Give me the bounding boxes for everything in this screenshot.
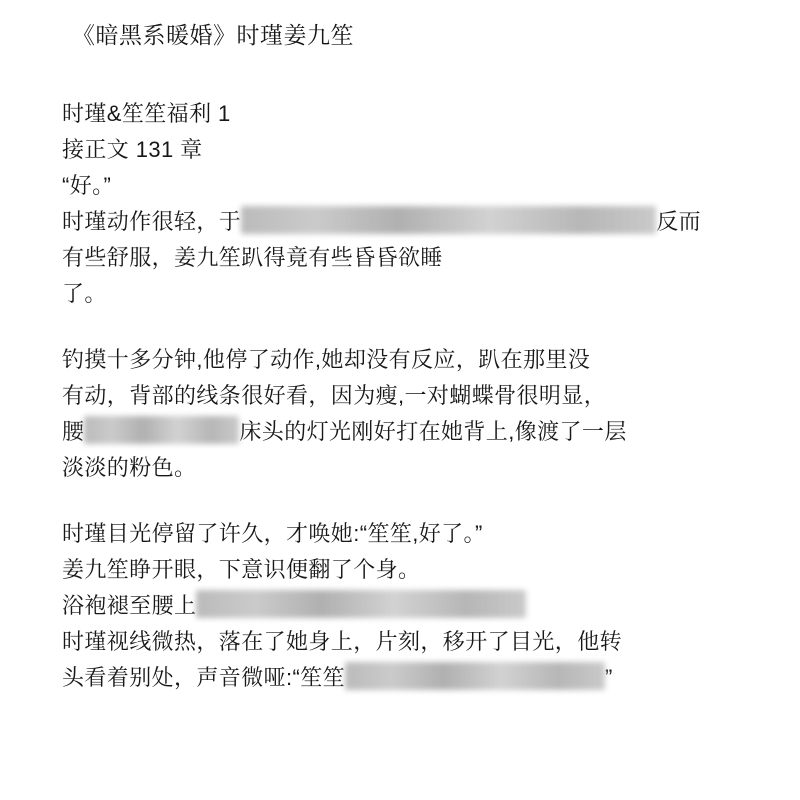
line-text: 有些舒服，姜九笙趴得竟有些昏昏欲睡 — [62, 245, 443, 270]
paragraph-2 — [62, 342, 760, 486]
text-line — [62, 552, 760, 588]
redacted-text-block — [241, 206, 656, 234]
line-text: 反而 — [656, 209, 702, 234]
line-text: 有动，背部的线条很好看，因为瘦,一对蝴蝶骨很明显， — [62, 383, 607, 408]
text-line — [62, 516, 760, 552]
text-line — [62, 342, 760, 378]
text-line-redacted — [62, 588, 760, 624]
text-line — [62, 276, 760, 312]
paragraph-1 — [62, 96, 760, 312]
line-text: 腰 — [62, 419, 85, 444]
line-text: 接正文 131 章 — [62, 137, 203, 162]
text-line — [62, 96, 760, 132]
text-line — [62, 378, 760, 414]
line-text: 姜九笙睁开眼，下意识便翻了个身。 — [62, 557, 421, 582]
spacer — [62, 52, 760, 96]
redacted-text-block — [196, 590, 526, 618]
line-text: 时瑾动作很轻，于 — [62, 209, 242, 234]
line-text: 床头的灯光刚好打在她背上,像渡了一层 — [239, 419, 627, 444]
text-line — [62, 624, 760, 660]
line-text: 浴袍褪至腰上 — [62, 593, 197, 618]
page-bottom-edge — [0, 794, 800, 800]
line-text: 头看着别处，声音微哑:“笙笙 — [62, 665, 346, 690]
line-text: 了。 — [62, 281, 107, 306]
line-text: 时瑾目光停留了许久，才唤她:“笙笙,好了。” — [62, 521, 483, 546]
spacer — [62, 486, 760, 516]
line-text: ” — [605, 665, 613, 690]
redacted-text-block — [345, 662, 605, 690]
spacer — [62, 312, 760, 342]
line-text: “好。” — [62, 173, 112, 198]
redacted-text-block — [84, 416, 239, 444]
line-text: 时瑾&笙笙福利 1 — [62, 101, 231, 126]
text-line-redacted — [62, 660, 760, 696]
page-title: 《暗黑系暖婚》时瑾姜九笙 — [72, 22, 354, 48]
text-line-redacted — [62, 204, 760, 240]
line-text: 淡淡的粉色。 — [62, 455, 197, 480]
text-line — [62, 132, 760, 168]
text-line — [62, 240, 760, 276]
line-text: 时瑾视线微热，落在了她身上，片刻，移开了目光，他转 — [62, 629, 623, 654]
text-line — [62, 168, 760, 204]
paragraph-3 — [62, 516, 760, 696]
line-text: 钓摸十多分钟,他停了动作,她却没有反应，趴在那里没 — [62, 347, 591, 372]
text-line-redacted — [62, 414, 760, 450]
text-line — [62, 450, 760, 486]
